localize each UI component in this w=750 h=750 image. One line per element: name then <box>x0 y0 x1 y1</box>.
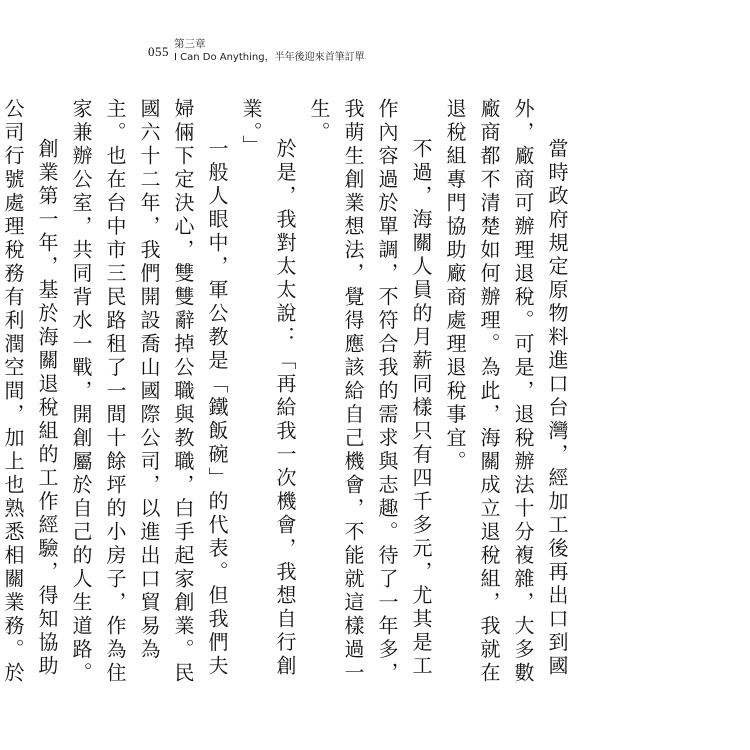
chapter-subtitle: I Can Do Anything，半年後迎來首筆訂單 <box>174 52 365 63</box>
paragraph: 於是，我對太太說：「再給我一次機會，我想自行創業。」 <box>239 98 297 679</box>
paragraph: 創業第一年，基於海關退稅組的工作經驗，得知協助公司行號處理稅務有利潤空間，加上也熟悉相關業務。於 <box>1 98 59 686</box>
body-text <box>0 98 574 700</box>
chapter-heading <box>174 38 365 64</box>
paragraph: 當時政府規定原物料進口台灣，經加工後再出口到國外，廠商可辦理退稅。可是，退稅辦法十分複雜，大多數廠商都不清楚如何辦理。為此，海關成立退稅組，我就在退稅組專門協助廠商處理退稅事宜。 <box>443 98 569 686</box>
chapter-label: 第三章 <box>174 38 206 50</box>
page-number: 055 <box>148 44 169 59</box>
paragraph: 一般人眼中，軍公教是「鐵飯碗」的代表。但我們夫婦倆下定決心，雙雙辭掉公職與教職，白手起家創業。民國六十二年，我們開設喬山國際公司，以進出口貿易為主。也在台中市三民路租了一間十餘坪的小房子，作為住家兼辦公室，共同背水一戰，開創屬於自己的人生道路。 <box>69 98 229 686</box>
paragraph: 不過，海關人員的月薪同樣只有四千多元，尤其是工作內容過於單調，不符合我的需求與志趣。待了一年多，我萌生創業想法，覺得應該給自己機會，不能就這樣過一生。 <box>307 98 433 686</box>
